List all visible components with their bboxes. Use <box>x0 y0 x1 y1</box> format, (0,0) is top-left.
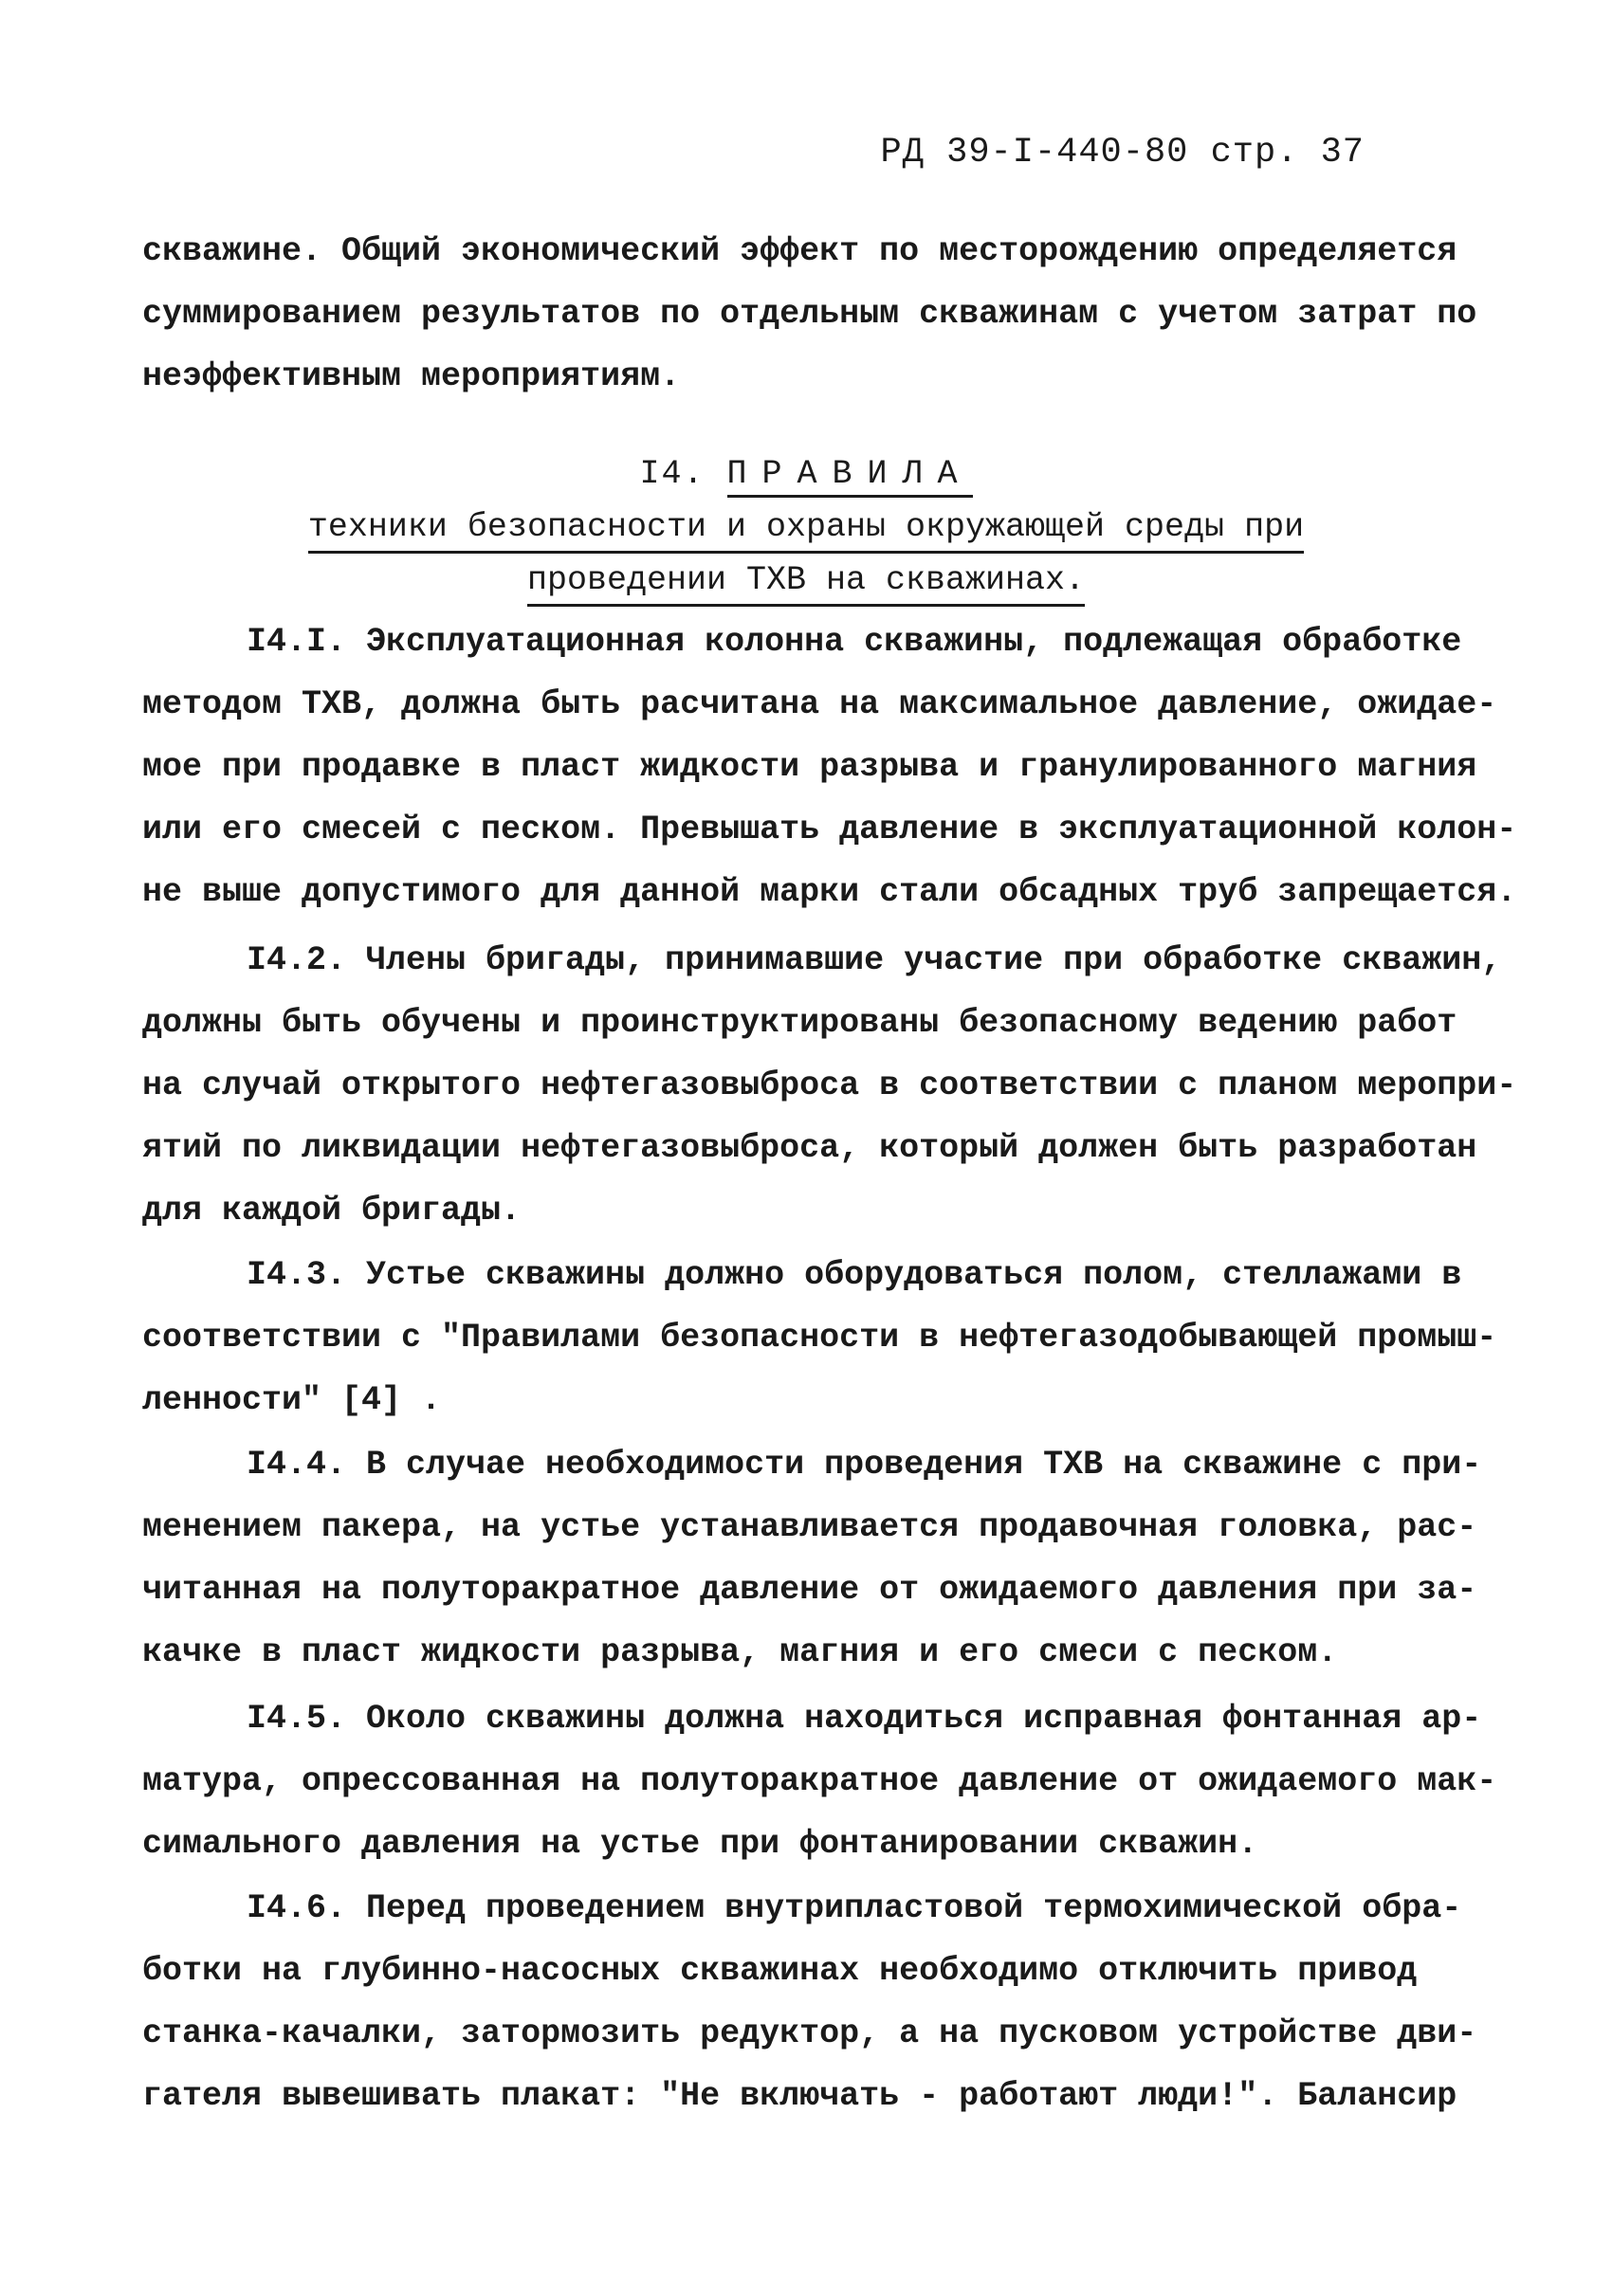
text-line: скважине. Общий экономический эффект по месторождению определяется <box>142 232 1457 270</box>
text-line: читанная на полуторакратное давление от ожидаемого давления при за- <box>142 1571 1477 1609</box>
text-line: для каждой бригады. <box>142 1192 522 1230</box>
section-title: ПРАВИЛА <box>727 455 973 498</box>
text-line: на случай открытого нефтегазовыброса в соответствии с планом меропри- <box>142 1066 1517 1104</box>
paragraph-14-2 <box>142 929 1517 1242</box>
text-line: I4.4. В случае необходимости проведения ТХВ на скважине с при- <box>247 1446 1482 1484</box>
paragraph-14-4 <box>142 1433 1482 1684</box>
text-line: гателя вывешивать плакат: "Не включать - работают люди!". Балансир <box>142 2077 1457 2115</box>
paragraph-14-1 <box>142 610 1517 923</box>
text-line: ятий по ликвидации нефтегазовыброса, который должен быть разработан <box>142 1129 1477 1167</box>
text-line: методом ТХВ, должна быть расчитана на максимальное давление, ожидае- <box>142 685 1497 723</box>
section-subtitle-line2: проведении ТХВ на скважинах. <box>527 558 1085 607</box>
section-title-line <box>142 447 1470 501</box>
intro-paragraph <box>142 220 1477 408</box>
text-line: не выше допустимого для данной марки стали обсадных труб запрещается. <box>142 873 1517 911</box>
text-line: I4.5. Около скважины должна находиться исправная фонтанная ар- <box>247 1700 1482 1738</box>
text-line: I4.6. Перед проведением внутрипластовой термохимической обра- <box>247 1889 1462 1927</box>
text-line: I4.2. Члены бригады, принимавшие участие при обработке скважин, <box>247 941 1502 979</box>
page-header-doc-ref: РД 39-I-440-80 стр. 37 <box>880 133 1365 173</box>
text-line: симального давления на устье при фонтанировании скважин. <box>142 1825 1258 1863</box>
section-subtitle-line1: техники безопасности и охраны окружающей среды при <box>308 505 1304 554</box>
text-line: менением пакера, на устье устанавливается продавочная головка, рас- <box>142 1508 1477 1546</box>
text-line: ботки на глубинно-насосных скважинах необходимо отключить привод <box>142 1952 1418 1990</box>
text-line: станка-качалки, затормозить редуктор, а на пусковом устройстве дви- <box>142 2014 1477 2052</box>
text-line: соответствии с "Правилами безопасности в нефтегазодобывающей промыш- <box>142 1319 1497 1357</box>
section-heading <box>142 447 1470 607</box>
text-line: или его смесей с песком. Превышать давление в эксплуатационной колон- <box>142 811 1517 848</box>
paragraph-14-3 <box>142 1244 1497 1431</box>
paragraph-14-5 <box>142 1687 1497 1875</box>
text-line: суммированием результатов по отдельным скважинам с учетом затрат по <box>142 295 1477 333</box>
text-line: I4.3. Устье скважины должно оборудоваться полом, стеллажами в <box>247 1256 1462 1294</box>
section-number: I4. <box>639 455 706 493</box>
text-line: матура, опрессованная на полуторакратное давление от ожидаемого мак- <box>142 1762 1497 1800</box>
text-line: качке в пласт жидкости разрыва, магния и его смеси с песком. <box>142 1633 1338 1671</box>
text-line: ленности" [4] . <box>142 1381 442 1419</box>
text-line: неэффективным мероприятиям. <box>142 357 681 395</box>
paragraph-14-6 <box>142 1877 1477 2127</box>
text-line: должны быть обучены и проинструктированы безопасному ведению работ <box>142 1004 1457 1042</box>
text-line: мое при продавке в пласт жидкости разрыва и гранулированного магния <box>142 748 1477 786</box>
text-line: I4.I. Эксплуатационная колонна скважины, подлежащая обработке <box>247 623 1462 661</box>
